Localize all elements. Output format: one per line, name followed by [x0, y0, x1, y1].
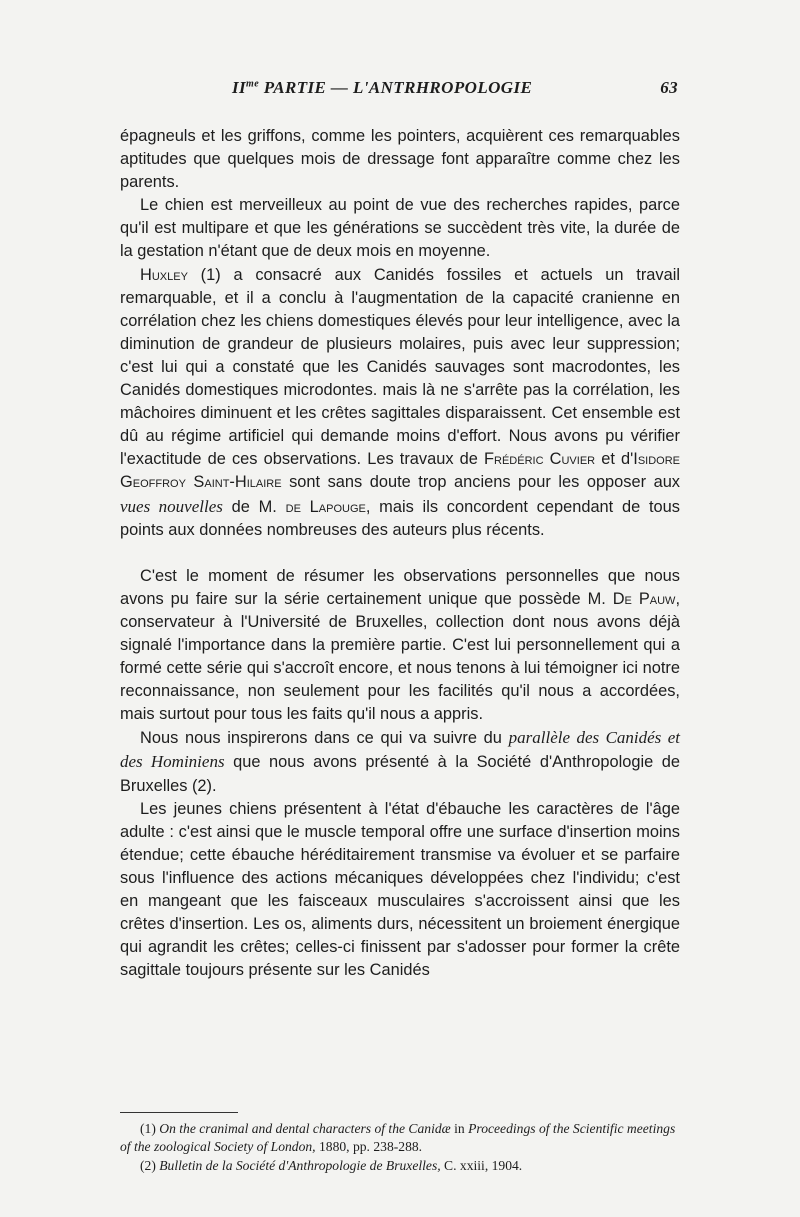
- footnote-source: Proceedings of the Scientific meetings of the zoological Society of London,: [120, 1121, 676, 1155]
- paragraph-6: Les jeunes chiens présentent à l'état d'ébauche les caractères de l'âge adulte : c'est ainsi que le muscle temporal offre une surface d'insertion moins étendue; cette ébauche héréditairement transmise va évoluer et se parfaire sous l'influence des actions mécaniques développées chez l'individu; c'est en mangeant que les faisceaux musculaires s'accroissent ainsi que les crêtes d'insertion. Les os, aliments durs, nécessitent un broiement énergique qui agrandit les crêtes; celles-ci finissent par s'adosser pour former la crête sagittale toujours présente sur les Canidés: [120, 799, 680, 980]
- paragraph-1: épagneuls et les griffons, comme les pointers, acquièrent ces remarquables aptitudes que quelques mois de dressage font apparaître comme chez les parents.: [120, 127, 680, 192]
- footnote-2: [120, 1157, 686, 1175]
- text-span: de M.: [222, 497, 286, 516]
- running-header: [0, 78, 800, 104]
- author-huxley: Huxley: [140, 265, 188, 284]
- text-span: Nous nous inspirerons dans ce qui va suivre du: [140, 729, 509, 748]
- text-span: in: [450, 1121, 469, 1136]
- text-span: sont sans doute trop anciens pour les opposer aux: [281, 473, 680, 492]
- author-cuvier: Frédéric Cuvier: [484, 450, 596, 469]
- author-lapouge: de Lapouge: [285, 497, 366, 516]
- main-text: [120, 125, 680, 982]
- footnote-rule: [120, 1112, 238, 1113]
- part-superscript: me: [246, 78, 260, 90]
- footnote-marker: (1): [140, 1121, 160, 1136]
- text-span: (1) a consacré aux Canidés fossiles et actuels un travail remarquable, et il a conclu à l'augmentation de la capacité cranienne en corrélation chez les chiens domestiques élevés pour leur intelligence, avec la diminution de grandeur de plusieurs molaires, puis avec leur suppression; c'est lui qui a constaté que les Canidés sauvages sont macrodontes, les Canidés domestiques microdontes. mais là ne s'arrête pas la corrélation, les mâchoires diminuent et les crêtes sagittales disparaissent. Cet ensemble est dû au régime artificiel qui demande moins d'effort. Nous avons pu vérifier l'exactitude de ces observations. Les travaux de: [120, 265, 680, 469]
- text-span: et d': [595, 450, 634, 469]
- footnote-source: Bulletin de la Société d'Anthropologie de Bruxelles,: [159, 1157, 441, 1173]
- author-geoffroy: Isidore Geoffroy Saint-Hilaire: [120, 450, 681, 492]
- text-span: 1880, pp. 238-288.: [315, 1139, 423, 1155]
- text-span: , mais ils concordent cependant de tous points aux données nombreuses des auteurs plus récents.: [120, 497, 680, 539]
- paragraph-4: [120, 565, 680, 727]
- text-span: , conservateur à l'Université de Bruxelles, collection dont nous avons déjà signalé l'importance dans la première partie. C'est lui personnellement qui a formé cette série qui s'accroît encore, et nous tenons à lui témoigner ici notre reconnaissance, non seulement pour les facilités qu'il nous a accordées, mais surtout pour tous les faits qu'il nous a appris.: [120, 589, 680, 724]
- page-number: 63: [660, 78, 678, 97]
- running-title-text: PARTIE — L'ANTRHROPOLOGIE: [259, 78, 533, 97]
- footnote-1: [120, 1120, 686, 1157]
- part-number: II: [232, 78, 247, 97]
- text-span: C. xxiii, 1904.: [440, 1157, 523, 1173]
- footnote-marker: (2): [140, 1157, 160, 1173]
- emphasis-vues-nouvelles: vues nouvelles: [120, 496, 223, 516]
- paragraph-3: [120, 264, 680, 542]
- text-span: C'est le moment de résumer les observations personnelles que nous avons pu faire sur la série certainement unique que possède M.: [120, 566, 680, 608]
- author-de-pauw: De Pauw: [612, 589, 676, 608]
- footnote-title: On the cranimal and dental characters of the Canidæ: [159, 1121, 451, 1136]
- text-span: que nous avons présenté à la Société d'Anthropologie de Bruxelles (2).: [120, 753, 680, 795]
- emphasis-parallele: parallèle des Canidés et des Hominiens: [120, 728, 681, 772]
- running-title: [232, 78, 532, 98]
- paragraph-2: Le chien est merveilleux au point de vue des recherches rapides, parce qu'il est multipare et que les générations se succèdent très vite, la durée de la gestation n'étant que de deux mois en moyenne.: [120, 196, 680, 261]
- paragraph-5: [120, 726, 680, 797]
- footnotes: [120, 1120, 686, 1175]
